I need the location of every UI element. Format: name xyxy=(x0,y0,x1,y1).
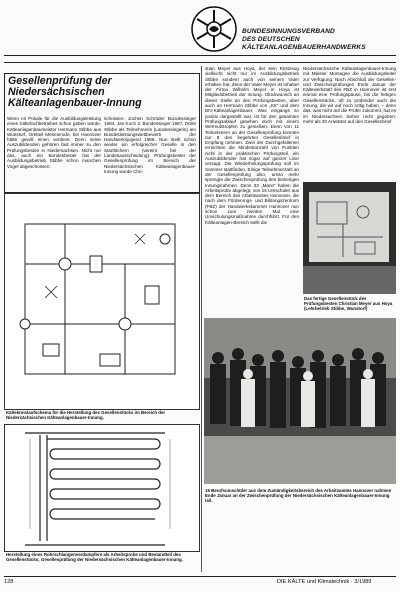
gesellenstueck-photo xyxy=(303,182,396,294)
coil-drawing-figure xyxy=(4,424,200,552)
coil-caption: Herstellung eines Rohrschlangenverdampfers als Arbeitsprobe und Bestandteil des Gesellenstücks; Gesellenprüfung der Niedersächsischen Kälteanlagenbauer-Innung. xyxy=(6,552,183,563)
coil-drawing xyxy=(5,425,199,551)
article-column-3: stian Meyer aus Hoya, der sein Rüstzeug vielleicht nicht nur im Ausbildungsbetrieb Stibbe sondern auch von seinem Vater erhalten hat, denn der Vater Meyer ist Inhaber der Firma Wilhelm Meyer in Hoya ist Mitgliedsbetrieb der Innung. Glückwunsch an dieser Stelle an den Prüfungsbesten, aber auch an Hermann Stibbe von „KK“ und dem BIV-Kälteanlagenbauer. Was eingangs so positiv dargestellt war, ist für den gesamten Prüfungsablauf gesehen doch mit einem Wermutstropfen zu genießen. Denn von 11 Teilnehmern an der Gesellenprüfung konnten nur 8 den begehrten Gesellenbrief in Empfang nehmen. Zwei der Durchgefallenen erreichten die Mindestanzahl von Punkten nicht in der praktischen Prüfungsteil, ein Auszubildender hat sogar auf ganzer Linie versagt. Die Wiederholungsprüfung soll im Sommer stattfinden. Einige Teilnehmerzahl an der Gesellenprüfung also, umso mehr sprengte die Zwischenprüfung den bisherigen Innungsrahmen. Denn 33 „Mann“ haben die Arbeitsprobe abgelegt, von 15 Umschüler aus dem Bereich des Arbeitsamtes Hannover, die nach dem Förderungs- und Bildungszentrum (FBZ) der Handwerkskammer Hannover nun schon zum zweiten Mal eine Umschulungsmaßnahme durchführt. Für den Kälteanlagen-Bereich stellt die xyxy=(205,66,299,225)
group-photo xyxy=(204,318,396,484)
header-line-2: DES DEUTSCHEN xyxy=(242,36,300,43)
snowflake-logo-icon xyxy=(190,6,238,52)
refrigeration-schematic-figure xyxy=(4,193,200,410)
schematic-drawing xyxy=(5,194,199,409)
header-line-1: BUNDESINNUNGSVERBAND xyxy=(242,28,335,35)
footer-rule xyxy=(4,576,396,577)
article-column-2: schossen: Jochen Schröder Bundessieger 1984, Jan Koch 3. Bundessieger 1987, Dörte Stibbe als Teilnehmerin (Landessiegerin) am Bundesleistungswettbewerb der Handwerksjugend 1988. Nun stellt schon wieder ein erfolgreicher Geselle in den Startlöchern (vereint bei der Landesausscheidung). Prüfungsbester der Gesellenprüfung im Bereich der Niedersächsischen Kälteanlagenbauer-Innung wurde Chri- xyxy=(104,116,196,174)
journal-reference: DIE KÄLTE und Klimatechnik · 3/1989 xyxy=(277,579,372,585)
column-divider xyxy=(201,66,202,572)
article-column-1: Wenn es Pokale für die Ausbildungsleistung eines Kältefachbetriebes schon geben würde, Kälteanlagenbaumeister Hermann Stibbe aus Wunstorf, Ortsteil Mesmerode, bei Hannover hätte gewiß einen verdient. Denn seine Auszubildenden gehören fast immer zu den Prüfungsbesten in Niedersachsen. Nicht nur das, auch ein Bundesbester hat der Ausbildungsbetrieb Stibbe schon manchen Vogel abgeschossen: xyxy=(7,116,101,169)
header-rule xyxy=(4,55,396,56)
header-line-3: KÄLTEANLAGENBAUERHANDWERKS xyxy=(242,44,366,51)
group-photo-caption: 15 Berufsumschüler aus dem Zuständigkeitsbereich des Arbeitsamtes Hannover nahmen Ende Januar an der Zwischenprüfung der Niedersächsischen Kälteanlagenbauer-Innung teil. xyxy=(205,488,392,504)
article-title: Gesellenprüfung der Niedersächsischen Kälteanlagenbauer-Innung xyxy=(8,75,142,109)
association-header xyxy=(242,28,398,52)
header-rule-thin xyxy=(4,62,396,63)
article-column-4: Niedersächsische Kälteanlagenbauer-Innung mit Meister Montagne die Ausbildungsleiter zur Verfügung. Nach Abschluß der Gesellen- und Zwischenprüfungen Ende Januar der Kältewerkstatt des FBZ in Hannover ist erst einmal eine Prüfungspause, bis die fertigen Gesellenstücke, oft zu prüfender auch die Innung, die wir auf noch nötig haben, – denn das, was nicht auf die Prüfer zukommt, hat es im Niedersachsen bisher nicht gegeben: mehr als 30 Anwärter auf den Gesellenbrief. xyxy=(303,66,396,124)
gesellenstueck-caption: Das fertige Gesellenstück des Prüfungsbesten Christian Meyer aus Hoya (Lehrbetrieb Stibbe, Wunstorf) xyxy=(304,296,393,312)
page-number: 128 xyxy=(4,579,14,585)
schematic-caption: Kältekreislaufschema für die Herstellung des Gesellenstücks im Bereich der Niedersächsischen Kälteanlagenbauer-Innung. xyxy=(6,410,166,421)
